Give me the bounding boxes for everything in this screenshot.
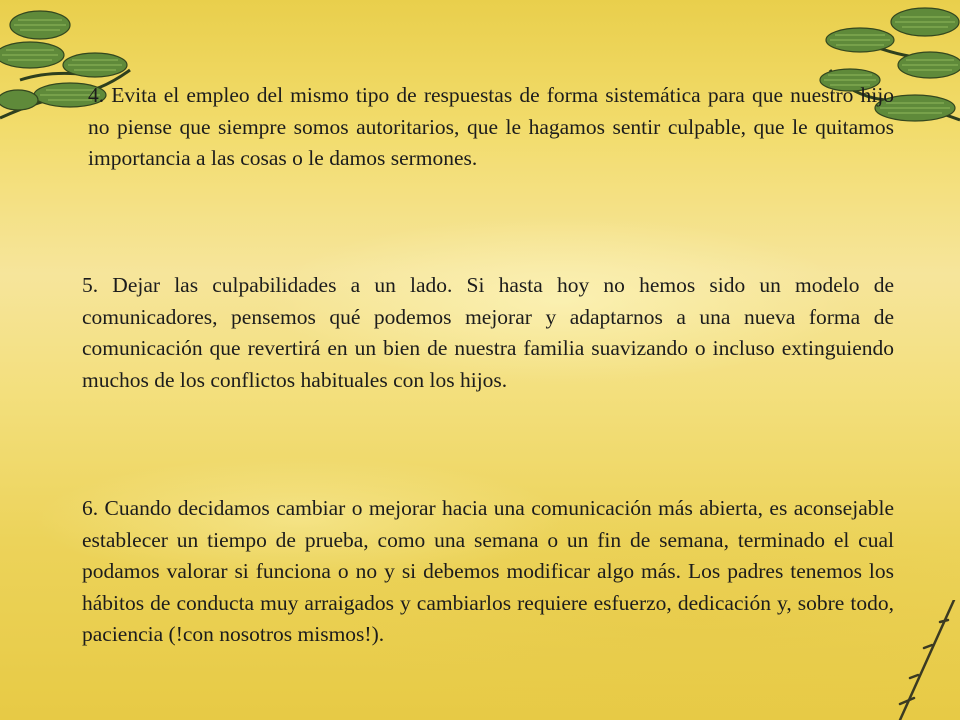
paragraph-4: 4. Evita el empleo del mismo tipo de respuestas de forma sistemática para que nuestro hijo no piense que siempre somos autoritarios, que le hagamos sentir culpable, que le quitamos importancia a las cosas o le damos sermones. <box>88 83 894 170</box>
paragraph-6: 6. Cuando decidamos cambiar o mejorar hacia una comunicación más abierta, es aconsejable establecer un tiempo de prueba, como una semana o un fin de semana, terminado el cual podamos valorar si funciona o no y si debemos modificar algo más. Los padres tenemos los hábitos de conducta muy arraigados y cambiarlos requiere esfuerzo, dedicación y, sobre todo, paciencia (!con nosotros mismos!). <box>82 496 894 646</box>
paragraph-5: 5. Dejar las culpabilidades a un lado. Si hasta hoy no hemos sido un modelo de comunicadores, pensemos qué podemos mejorar y adaptarnos a una nueva forma de comunicación que revertirá en un bien de nuestra familia suavizando o incluso extinguiendo muchos de los conflictos habituales con los hijos. <box>82 273 894 392</box>
bamboo-stalk-icon <box>890 600 960 720</box>
